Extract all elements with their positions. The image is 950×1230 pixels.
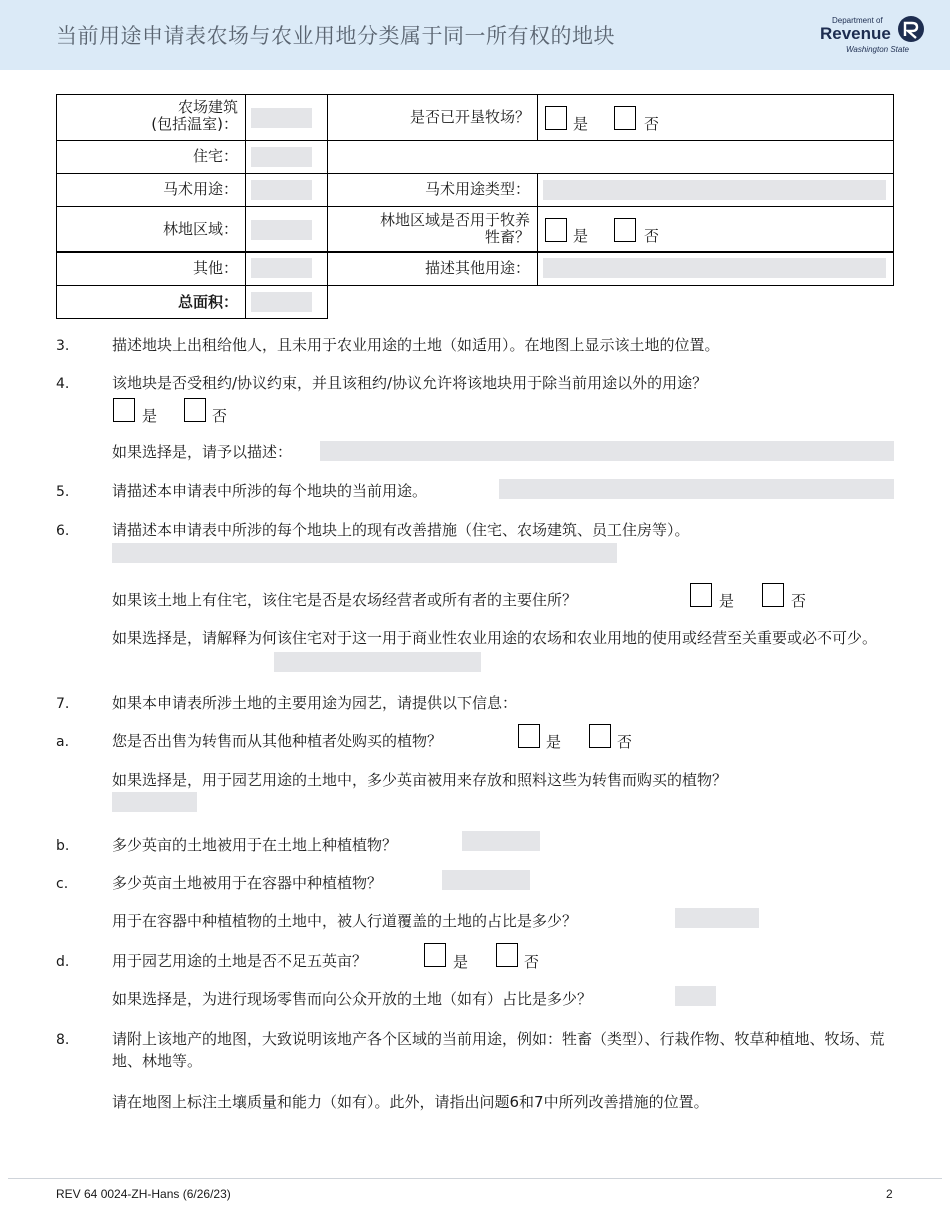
logo-revenue-text: Revenue bbox=[820, 24, 891, 43]
equestrian-input[interactable] bbox=[251, 180, 312, 200]
lease-describe-label: 如果选择是，请予以描述： bbox=[112, 443, 293, 461]
pasture-yes-checkbox[interactable] bbox=[545, 106, 567, 130]
pasture-question-label: 是否已开垦牧场？ bbox=[409, 108, 530, 126]
in-ground-acreage-input[interactable] bbox=[462, 831, 540, 851]
question-3-text: 描述地块上出租给他人，且未用于农业用途的土地（如适用）。在地图上显示该土地的位置。 bbox=[112, 336, 720, 354]
residence-no-checkbox[interactable] bbox=[762, 583, 784, 607]
question-number: c. bbox=[56, 876, 69, 892]
question-8-text: 请附上该地产的地图，大致说明该地产各个区域的当前用途，例如：牲畜（类型）、行栽作物、牧草种植地、牧场、荒地、林地等。 bbox=[112, 1030, 885, 1070]
other-use-description-label: 描述其他用途： bbox=[424, 259, 530, 277]
question-number: 6. bbox=[56, 523, 70, 539]
lease-yes-label: 是 bbox=[142, 407, 158, 425]
lease-no-label: 否 bbox=[212, 407, 228, 425]
woodland-no-checkbox[interactable] bbox=[614, 218, 636, 242]
resale-acreage-input[interactable] bbox=[112, 792, 197, 812]
question-number: 3. bbox=[56, 338, 70, 354]
equestrian-type-input[interactable] bbox=[543, 180, 886, 200]
residence-explain-text: 如果选择是，请解释为何该住宅对于这一用于商业性农业用途的农场和农业用地的使用或经营至关重要或必不可少。 bbox=[112, 629, 878, 647]
logo-emblem-icon bbox=[896, 14, 926, 44]
under-five-acres-no-label: 否 bbox=[524, 953, 540, 971]
table-cell bbox=[538, 207, 894, 252]
lease-yes-checkbox[interactable] bbox=[113, 398, 135, 422]
lease-describe-input[interactable] bbox=[320, 441, 894, 461]
question-5-text: 请描述本申请表中所涉的每个地块的当前用途。 bbox=[112, 482, 428, 500]
residence-explain-input[interactable] bbox=[274, 652, 481, 672]
pasture-no-checkbox[interactable] bbox=[614, 106, 636, 130]
question-number: 7. bbox=[56, 696, 70, 712]
resale-yes-label: 是 bbox=[546, 733, 562, 751]
resale-acreage-question: 如果选择是，用于园艺用途的土地中，多少英亩被用来存放和照料这些为转售而购买的植物？ bbox=[112, 771, 728, 789]
table-cell bbox=[328, 141, 894, 174]
question-number: 8. bbox=[56, 1032, 70, 1048]
lease-no-checkbox[interactable] bbox=[184, 398, 206, 422]
table-cell bbox=[538, 94, 894, 141]
under-five-acres-no-checkbox[interactable] bbox=[496, 943, 518, 967]
residence-input[interactable] bbox=[251, 147, 312, 167]
container-acreage-input[interactable] bbox=[442, 870, 530, 890]
under-five-acres-yes-label: 是 bbox=[453, 953, 469, 971]
farm-buildings-input[interactable] bbox=[251, 108, 312, 128]
total-area-input[interactable] bbox=[251, 292, 312, 312]
soil-quality-instruction: 请在地图上标注土壤质量和能力（如有）。此外，请指出问题6和7中所列改善措施的位置。 bbox=[112, 1093, 709, 1111]
woodland-yes-label: 是 bbox=[573, 227, 589, 245]
resale-no-checkbox[interactable] bbox=[589, 724, 611, 748]
residence-yes-label: 是 bbox=[719, 592, 735, 610]
retail-percentage-question: 如果选择是，为进行现场零售而向公众开放的土地（如有）占比是多少？ bbox=[112, 990, 593, 1008]
logo-department-text: Department of bbox=[832, 16, 883, 25]
equestrian-label: 马术用途： bbox=[162, 180, 238, 198]
under-five-acres-yes-checkbox[interactable] bbox=[424, 943, 446, 967]
total-area-label: 总面积： bbox=[177, 293, 238, 311]
walkway-percentage-input[interactable] bbox=[675, 908, 759, 928]
woodland-input[interactable] bbox=[251, 220, 312, 240]
farm-buildings-label: 农场建筑 (包括温室)： bbox=[151, 98, 238, 133]
residence-label: 住宅： bbox=[192, 147, 238, 165]
question-number: 5. bbox=[56, 484, 70, 500]
other-use-description-input[interactable] bbox=[543, 258, 886, 278]
improvements-input[interactable] bbox=[112, 543, 617, 563]
other-use-label: 其他： bbox=[192, 259, 238, 277]
walkway-percentage-question: 用于在容器中种植植物的土地中，被人行道覆盖的土地的占比是多少？ bbox=[112, 912, 578, 930]
equestrian-type-label: 马术用途类型： bbox=[424, 180, 530, 198]
question-6-text: 请描述本申请表中所涉的每个地块上的现有改善措施（住宅、农场建筑、员工住房等）。 bbox=[112, 521, 690, 539]
primary-residence-question: 如果该土地上有住宅，该住宅是否是农场经营者或所有者的主要住所？ bbox=[112, 591, 578, 609]
resale-no-label: 否 bbox=[617, 733, 633, 751]
retail-percentage-input[interactable] bbox=[675, 986, 716, 1006]
question-7a-text: 您是否出售为转售而从其他种植者处购买的植物？ bbox=[112, 732, 443, 750]
question-number: 4. bbox=[56, 376, 70, 392]
pasture-yes-label: 是 bbox=[573, 115, 589, 133]
dor-logo bbox=[818, 14, 930, 58]
question-7-text: 如果本申请表所涉土地的主要用途为园艺，请提供以下信息： bbox=[112, 694, 518, 712]
woodland-livestock-question-label: 林地区域是否用于牧养 牲畜？ bbox=[379, 211, 530, 246]
residence-no-label: 否 bbox=[791, 592, 807, 610]
current-use-input[interactable] bbox=[499, 479, 894, 499]
page-header bbox=[0, 0, 950, 70]
form-id: REV 64 0024-ZH-Hans (6/26/23) bbox=[56, 1187, 231, 1201]
woodland-no-label: 否 bbox=[644, 227, 660, 245]
question-7c-text: 多少英亩土地被用于在容器中种植植物？ bbox=[112, 874, 383, 892]
woodland-yes-checkbox[interactable] bbox=[545, 218, 567, 242]
question-7d-text: 用于园艺用途的土地是否不足五英亩？ bbox=[112, 952, 368, 970]
question-number: d. bbox=[56, 954, 70, 970]
question-7b-text: 多少英亩的土地被用于在土地上种植植物？ bbox=[112, 836, 398, 854]
logo-state-text: Washington State bbox=[846, 45, 910, 54]
question-4-text: 该地块是否受租约/协议约束，并且该租约/协议允许将该地块用于除当前用途以外的用途？ bbox=[112, 374, 708, 392]
resale-yes-checkbox[interactable] bbox=[518, 724, 540, 748]
question-number: b. bbox=[56, 838, 70, 854]
woodland-label: 林地区域： bbox=[162, 220, 238, 238]
page-number: 2 bbox=[886, 1187, 893, 1201]
page-title: 当前用途申请表农场与农业用地分类属于同一所有权的地块 bbox=[56, 24, 615, 48]
other-use-input[interactable] bbox=[251, 258, 312, 278]
question-number: a. bbox=[56, 734, 70, 750]
residence-yes-checkbox[interactable] bbox=[690, 583, 712, 607]
pasture-no-label: 否 bbox=[644, 115, 660, 133]
footer-divider bbox=[8, 1178, 942, 1179]
